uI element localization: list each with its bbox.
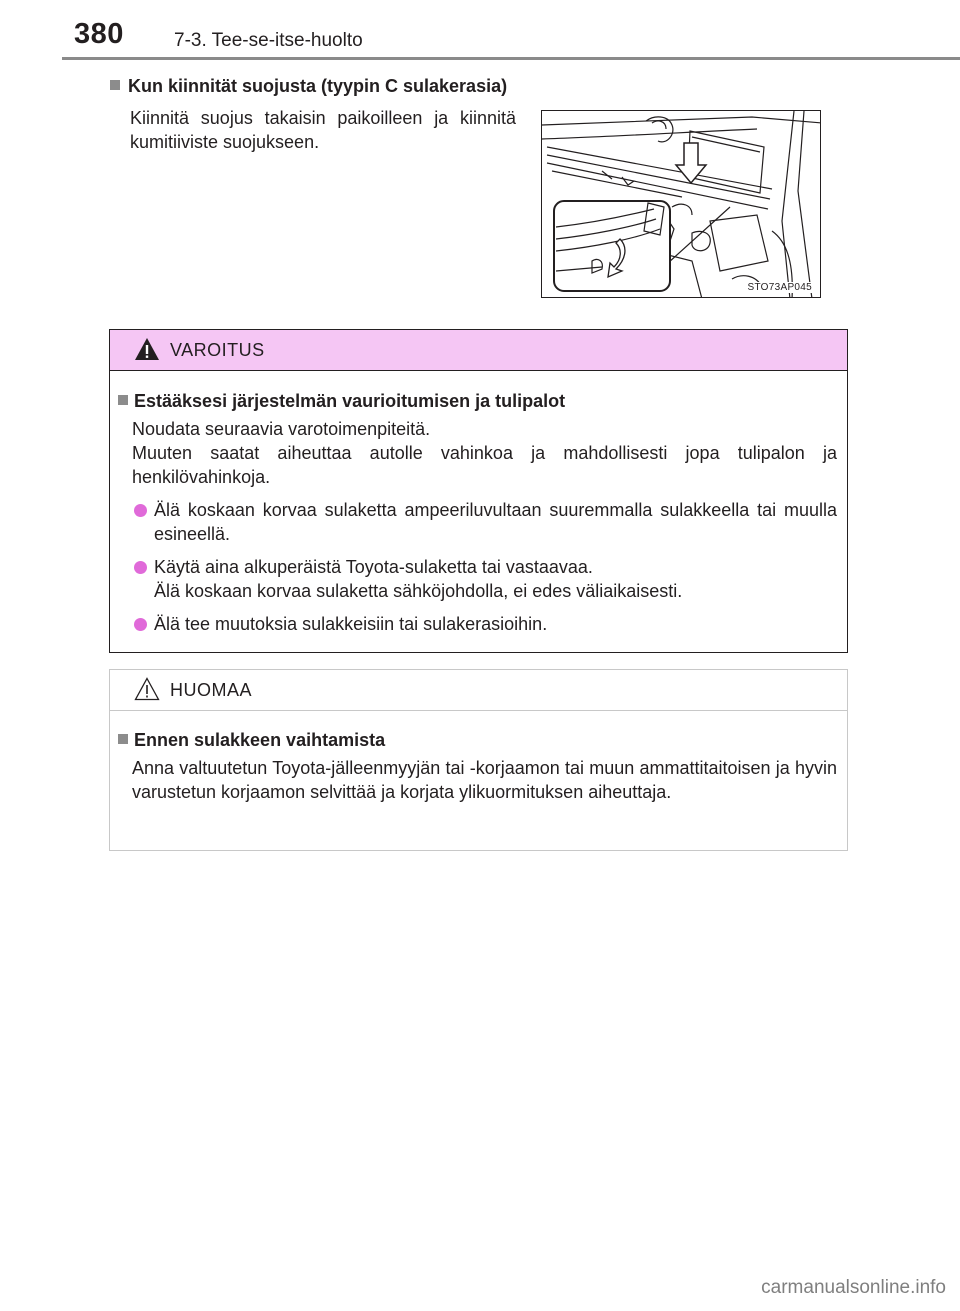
intro-heading-text: Kun kiinnität suojusta (tyypin C sulakerasia) [128,76,508,96]
fuse-box-cover-illustration [541,110,821,298]
engine-bay-drawing [542,111,821,298]
warning-title: VAROITUS [170,340,265,360]
warning-paragraph: Muuten saatat aiheuttaa autolle vahinkoa ja mahdollisesti jopa tulipalon ja henkilövahinkoja. [132,443,837,487]
notice-paragraph: Anna valtuutetun Toyota-jälleenmyyjän tai -korjaamon tai muun ammattitaitoisen ja hyvin varustetun korjaamon selvittää ja korjata ylikuormituksen aiheuttaja. [132,758,837,802]
notice-body [110,711,847,804]
notice-box [109,669,848,851]
section-title: 7-3. Tee-se-itse-huolto [174,30,363,51]
caution-triangle-icon [134,677,160,701]
figure-code: STO73AP045 [747,282,812,293]
notice-title: HUOMAA [170,680,253,700]
bullet-dot-icon [134,561,147,574]
warning-body [110,371,847,636]
header-rule [62,57,960,60]
warning-bullet-text: Älä tee muutoksia sulakkeisiin tai sulakerasioihin. [154,614,548,634]
intro-text: Kiinnitä suojus takaisin paikoilleen ja kiinnitä kumitiiviste suojukseen. [130,108,516,152]
page-header [0,0,960,56]
watermark: carmanualsonline.info [761,1277,946,1298]
warning-bullet-text: Käytä aina alkuperäistä Toyota-sulaketta tai vastaavaa. [154,557,593,577]
square-bullet-icon [118,734,128,744]
warning-paragraph: Noudata seuraavia varotoimenpiteitä. [132,419,431,439]
warning-triangle-icon [134,337,160,361]
square-bullet-icon [110,80,120,90]
warning-box [109,329,848,653]
warning-bullet-text: Älä koskaan korvaa sulaketta ampeeriluvultaan suuremmalla sulakkeella tai muulla esineellä. [154,500,837,544]
warning-heading-text: Estääksesi järjestelmän vaurioitumisen ja tulipalot [134,391,566,411]
warning-bullet [132,612,837,636]
square-bullet-icon [118,395,128,405]
notice-header [110,670,847,711]
bullet-dot-icon [134,618,147,631]
warning-heading [132,389,837,413]
intro-heading [110,76,507,97]
warning-bullet-text: Älä koskaan korvaa sulaketta sähköjohdolla, ei edes väliaikaisesti. [154,581,683,601]
warning-header [110,330,847,371]
notice-heading [132,728,837,752]
bullet-dot-icon [134,504,147,517]
notice-heading-text: Ennen sulakkeen vaihtamista [134,730,386,750]
page-number: 380 [74,18,124,50]
warning-bullet [132,498,837,546]
warning-bullet [132,555,837,603]
